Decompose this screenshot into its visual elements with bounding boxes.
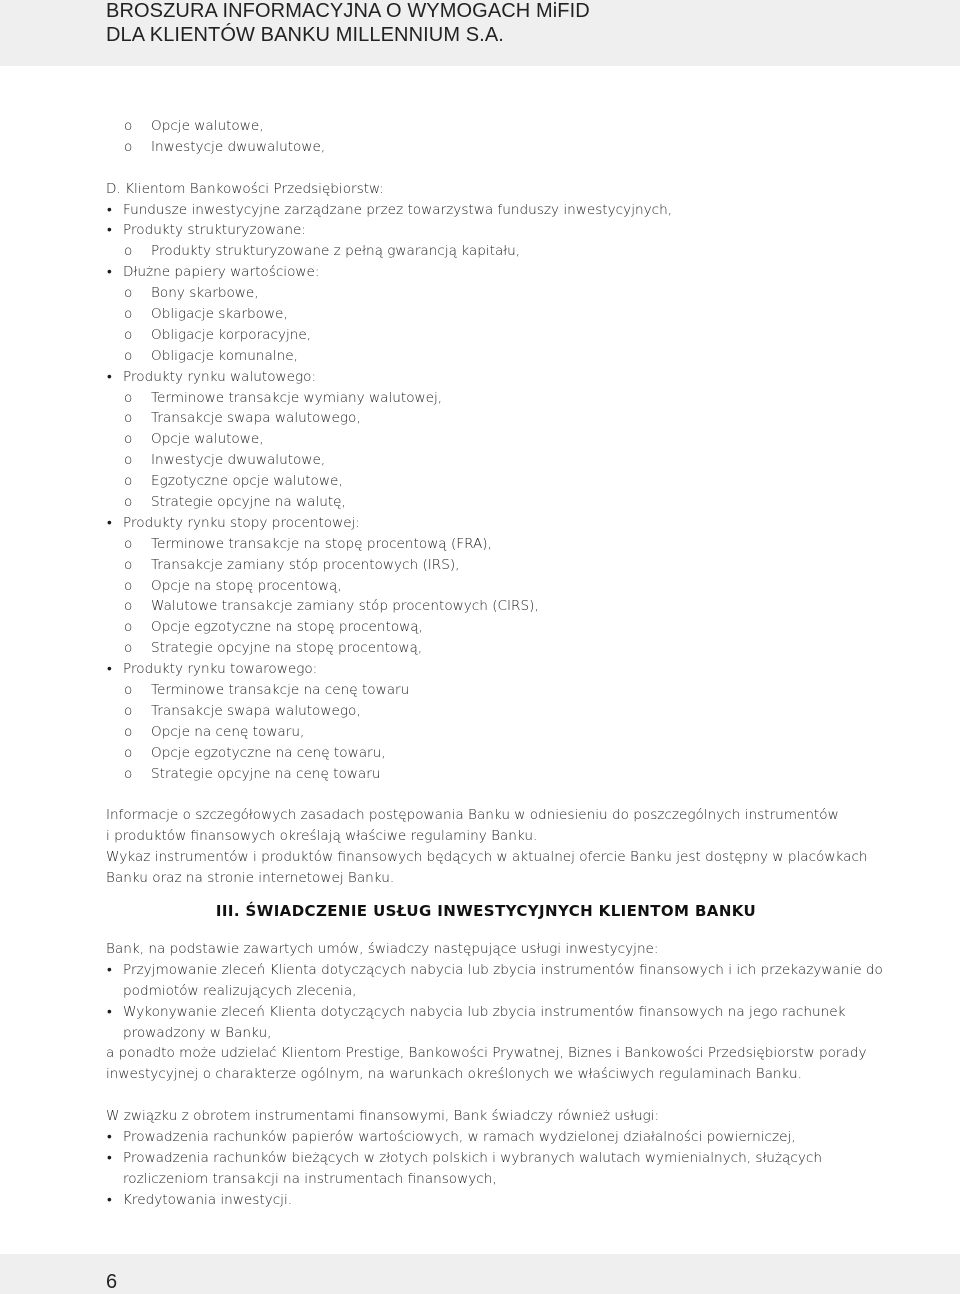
paragraph-line: inwestycyjnej o charakterze ogólnym, na warunkach określonych we właściwych regulaminach Banku. [106,1066,802,1083]
sub-bullet-marker: o [124,347,133,364]
sub-list-item [106,701,866,722]
header-title-line-1: BROSZURA INFORMACYJNA O WYMOGACH MiFID [106,0,590,22]
sub-list-item [106,137,866,158]
sub-bullet-marker: o [124,682,133,699]
list-item-text: Walutowe transakcje zamiany stóp procentowych (CIRS), [151,598,539,615]
list-item-text: Terminowe transakcje wymiany walutowej, [151,389,443,406]
bullet-list-item [106,981,866,1002]
sub-list-item [106,722,866,743]
sub-bullet-marker: o [124,306,133,323]
list-item-text: Prowadzenia rachunków papierów wartościowych, w ramach wydzielonej działalności powierniczej, [123,1128,796,1145]
sub-list-item [106,743,866,764]
list-item-text: Prowadzenia rachunków bieżących w złotych polskich i wybranych walutach wymienialnych, służących [123,1149,822,1166]
sub-bullet-marker: o [124,535,133,552]
bullet-marker: • [107,222,112,239]
sub-bullet-marker: o [124,640,133,657]
bullet-list-item [106,1127,866,1148]
list-item-text: prowadzony w Banku, [123,1024,272,1041]
bullet-marker: • [107,661,112,678]
list-item-text: Obligacje skarbowe, [151,306,288,323]
list-item-text: Wykonywanie zleceń Klienta dotyczących nabycia lub zbycia instrumentów finansowych na jego rachunek [123,1003,846,1020]
paragraph-line: i produktów finansowych określają właściwe regulaminy Banku. [106,828,538,845]
list-item-text: Transakcje swapa walutowego, [151,702,361,719]
sub-bullet-marker: o [124,473,133,490]
sub-bullet-marker: o [124,702,133,719]
sub-bullet-marker: o [124,723,133,740]
sub-list-item [106,388,866,409]
sub-list-item [106,429,866,450]
sub-bullet-marker: o [124,744,133,761]
sub-list-item [106,680,866,701]
sub-bullet-marker: o [124,389,133,406]
sub-bullet-marker: o [124,765,133,782]
list-item-text: Opcje walutowe, [151,118,264,134]
paragraph-line: Bank, na podstawie zawartych umów, świadczy następujące usługi inwestycyjne: [106,940,659,957]
section-heading-text: III. ŚWIADCZENIE USŁUG INWESTYCYJNYCH KLIENTOM BANKU [215,901,757,920]
paragraph-line: Wykaz instrumentów i produktów finansowych będących w aktualnej ofercie Banku jest dostępny w placówkach [106,849,868,866]
list-item-text: podmiotów realizujących zlecenia, [123,982,357,999]
sub-list-item [106,617,866,638]
bullet-list-item [106,1023,866,1044]
bullet-list-item [106,659,866,680]
section-heading [106,901,866,939]
spacer [106,785,866,806]
sub-list-item [106,764,866,785]
sub-list-item [106,471,866,492]
sub-bullet-marker: o [124,452,133,469]
sub-list-item [106,408,866,429]
sub-list-item [106,534,866,555]
list-item-text: Obligacje komunalne, [151,347,298,364]
list-item-text: Produkty rynku towarowego: [123,661,318,678]
sub-bullet-marker: o [124,243,133,260]
paragraph-line: Informacje o szczegółowych zasadach postępowania Banku w odniesieniu do poszczególnych instrumentów [106,807,839,824]
list-item-text: Opcje na stopę procentową, [151,577,342,594]
spacer [106,158,866,179]
list-item-text: Dłużne papiery wartościowe: [123,264,320,281]
sub-list-item [106,576,866,597]
document-body [106,116,883,1211]
bullet-list-item [106,220,866,241]
sub-bullet-marker: o [124,556,133,573]
document-header [0,0,960,66]
bullet-list-item [106,1169,866,1190]
list-item-text: Terminowe transakcje na stopę procentową (FRA), [151,535,492,552]
bullet-list-item [106,1002,866,1023]
bullet-list-item [106,262,866,283]
bullet-marker: • [107,1003,112,1020]
bullet-list-item [106,367,866,388]
list-item-text: Egzotyczne opcje walutowe, [151,473,343,490]
sub-list-item [106,283,866,304]
bullet-list-item [106,960,883,981]
sub-bullet-marker: o [124,619,133,636]
list-item-text: Inwestycje dwuwalutowe, [151,138,326,155]
list-item-text: Terminowe transakcje na cenę towaru [151,682,410,699]
header-title-line-2: DLA KLIENTÓW BANKU MILLENNIUM S.A. [106,24,504,46]
sub-bullet-marker: o [124,138,133,155]
list-item-text: Bony skarbowe, [151,285,259,302]
sub-list-item [106,596,866,617]
list-item-text: Strategie opcyjne na stopę procentową, [151,640,423,657]
bullet-list-item [106,1190,866,1211]
list-item-text: Transakcje swapa walutowego, [151,410,361,427]
list-item-text: Produkty strukturyzowane z pełną gwarancją kapitału, [151,243,521,260]
sub-list-item [106,304,866,325]
list-item-text: Inwestycje dwuwalutowe, [151,452,326,469]
sub-list-item [106,638,866,659]
bullet-marker: • [107,368,112,385]
list-item-text: Opcje na cenę towaru, [151,723,305,740]
list-item-text: Produkty rynku stopy procentowej: [123,514,360,531]
page-number: 6 [106,1271,118,1293]
bullet-marker: • [107,1191,112,1208]
sub-list-item [106,492,866,513]
list-heading: D. Klientom Bankowości Przedsiębiorstw: [106,180,384,197]
list-item-text: Przyjmowanie zleceń Klienta dotyczących nabycia lub zbycia instrumentów finansowych i ich przekazywanie do [123,961,883,978]
sub-list-item [106,116,866,137]
list-item-text: Opcje egzotyczne na stopę procentową, [151,619,423,636]
paragraph-line: a ponadto może udzielać Klientom Prestige, Bankowości Prywatnej, Biznes i Bankowości Przedsiębiorstw porady [106,1045,867,1062]
spacer [106,1085,866,1106]
bullet-list-item [106,200,866,221]
sub-bullet-marker: o [124,410,133,427]
sub-list-item [106,450,866,471]
sub-bullet-marker: o [124,577,133,594]
sub-bullet-marker: o [124,494,133,511]
list-item-text: Fundusze inwestycyjne zarządzane przez towarzystwa funduszy inwestycyjnych, [123,201,673,218]
bullet-marker: • [107,1128,112,1145]
bullet-list-item [106,1148,866,1169]
list-item-text: Transakcje zamiany stóp procentowych (IRS), [151,556,460,573]
sub-bullet-marker: o [124,598,133,615]
bullet-marker: • [107,514,112,531]
document-footer [0,1254,960,1294]
sub-list-item [106,555,866,576]
sub-list-item [106,241,866,262]
paragraph-line: W związku z obrotem instrumentami finansowymi, Bank świadczy również usługi: [106,1108,660,1125]
sub-bullet-marker: o [124,326,133,343]
list-item-text: Produkty strukturyzowane: [123,222,306,239]
sub-list-item [106,325,866,346]
bullet-marker: • [107,201,112,218]
sub-bullet-marker: o [124,118,133,134]
bullet-marker: • [107,1149,112,1166]
list-item-text: Produkty rynku walutowego: [123,368,317,385]
list-item-text: Strategie opcyjne na walutę, [151,494,346,511]
bullet-list-item [106,513,866,534]
paragraph-line: Banku oraz na stronie internetowej Banku. [106,870,395,887]
bullet-marker: • [107,961,112,978]
list-item-text: Opcje egzotyczne na cenę towaru, [151,744,386,761]
sub-bullet-marker: o [124,285,133,302]
list-item-text: Obligacje korporacyjne, [151,326,312,343]
bullet-marker: • [107,264,112,281]
list-item-text: rozliczeniom transakcji na instrumentach finansowych, [123,1170,497,1187]
sub-bullet-marker: o [124,431,133,448]
list-item-text: Strategie opcyjne na cenę towaru [151,765,381,782]
list-item-text: Kredytowania inwestycji. [123,1191,293,1208]
list-item-text: Opcje walutowe, [151,431,264,448]
sub-list-item [106,346,866,367]
